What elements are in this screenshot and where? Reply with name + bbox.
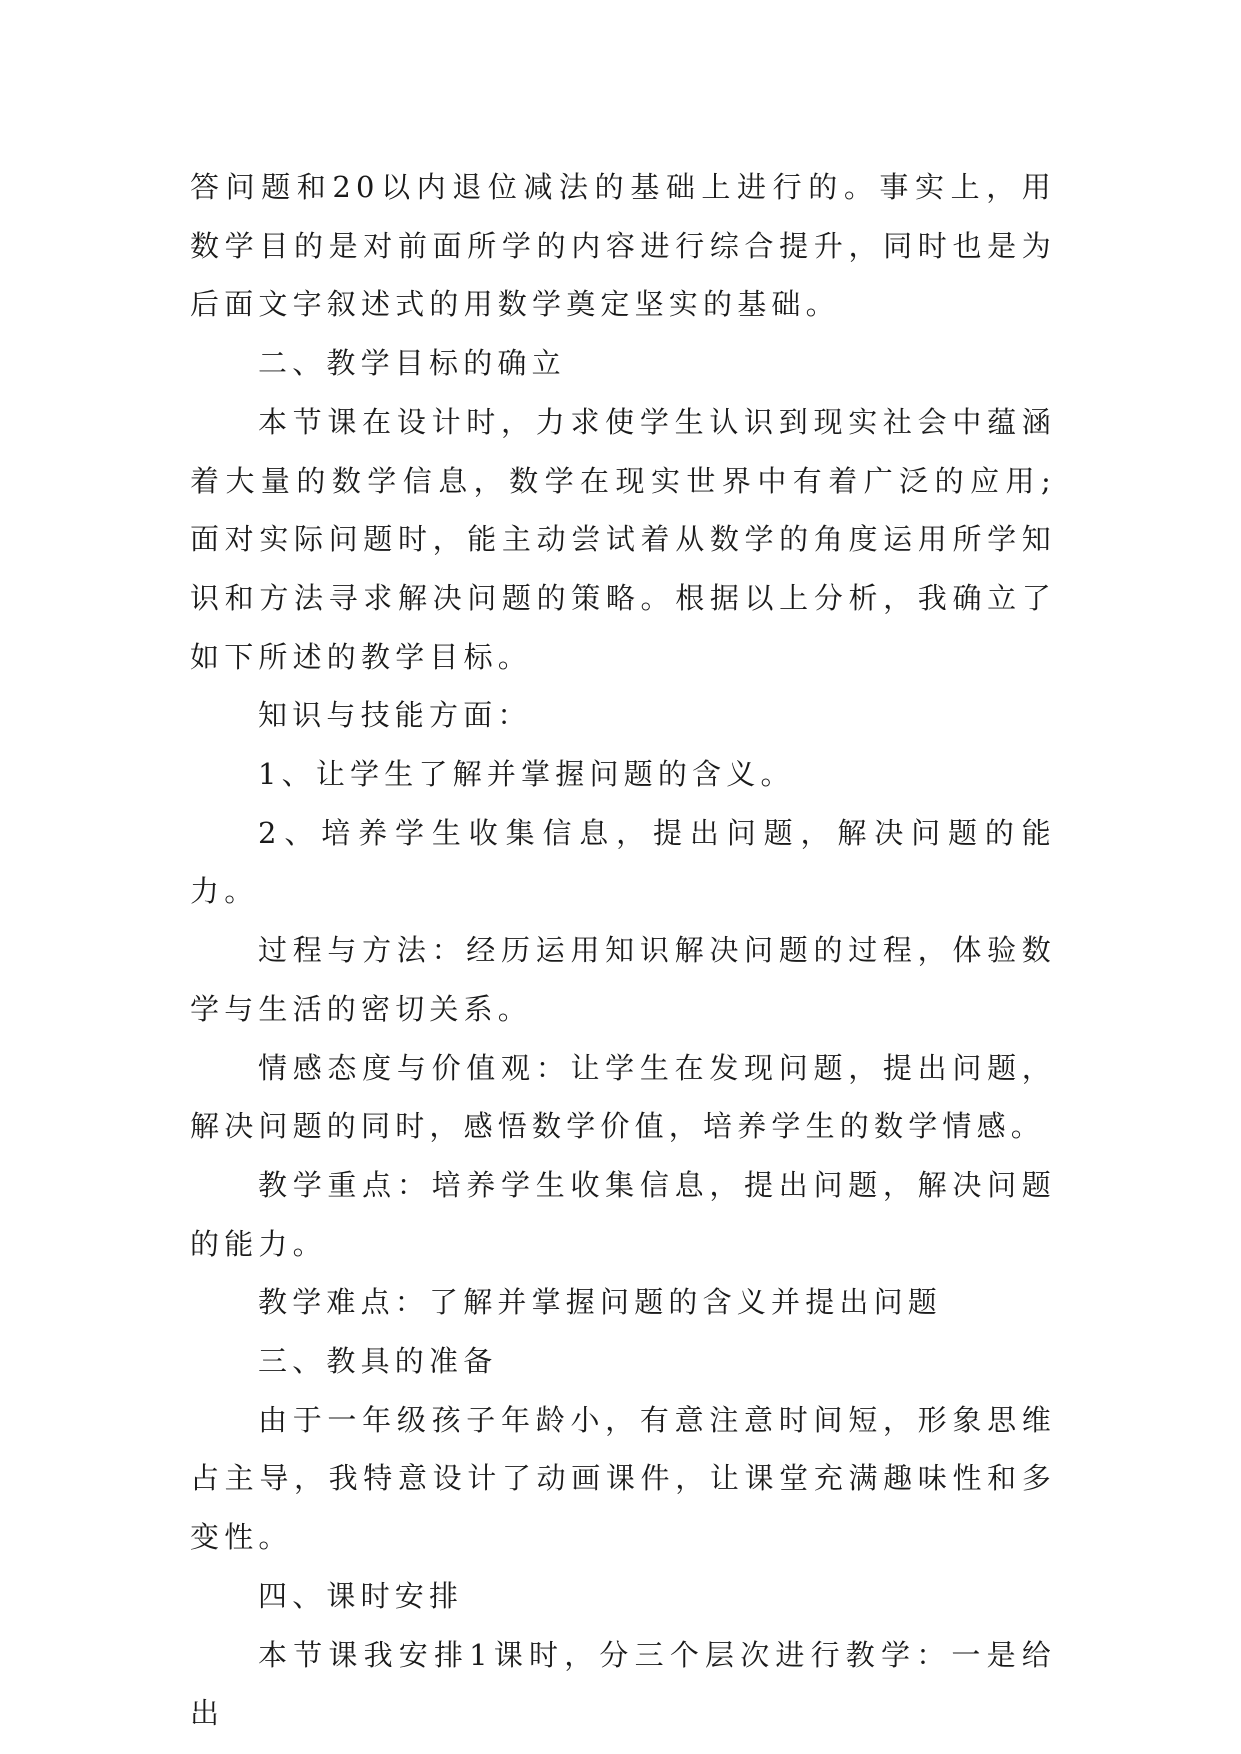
list-item-2: 2、培养学生收集信息，提出问题，解决问题的能力。 [190, 815, 1056, 909]
paragraph-teaching-difficulty: 教学难点：了解并掌握问题的含义并提出问题 [258, 1285, 943, 1320]
section-heading-schedule: 四、课时安排 [258, 1578, 464, 1613]
list-item-1: 1、让学生了解并掌握问题的含义。 [258, 757, 795, 792]
section-heading-teaching-goals: 二、教学目标的确立 [258, 346, 566, 381]
paragraph-process-method: 过程与方法：经历运用知识解决问题的过程，体验数学与生活的密切关系。 [190, 933, 1056, 1026]
paragraph-teaching-aids: 由于一年级孩子年龄小，有意注意时间短，形象思维占主导，我特意设计了动画课件，让课堂充满趣味性和多变性。 [190, 1402, 1056, 1555]
section-heading-teaching-aids: 三、教具的准备 [258, 1344, 498, 1379]
subheading-knowledge-skills: 知识与技能方面： [258, 698, 532, 733]
paragraph-teaching-focus: 教学重点：培养学生收集信息，提出问题，解决问题的能力。 [190, 1167, 1056, 1261]
document-body [190, 158, 1056, 1743]
paragraph-intro-continued: 答问题和20以内退位减法的基础上进行的。事实上，用数学目的是对前面所学的内容进行综合提升，同时也是为后面文字叙述式的用数学奠定坚实的基础。 [190, 170, 1056, 322]
paragraph-emotion-values: 情感态度与价值观：让学生在发现问题，提出问题，解决问题的同时，感悟数学价值，培养学生的数学情感。 [190, 1050, 1056, 1144]
paragraph-goals-description: 本节课在设计时，力求使学生认识到现实社会中蕴涵着大量的数学信息，数学在现实世界中有着广泛的应用;面对实际问题时，能主动尝试着从数学的角度运用所学知识和方法寻求解决问题的策略。根据以上分析，我确立了如下所述的教学目标。 [190, 404, 1056, 674]
paragraph-schedule: 本节课我安排1课时，分三个层次进行教学：一是给出 [190, 1637, 1056, 1731]
